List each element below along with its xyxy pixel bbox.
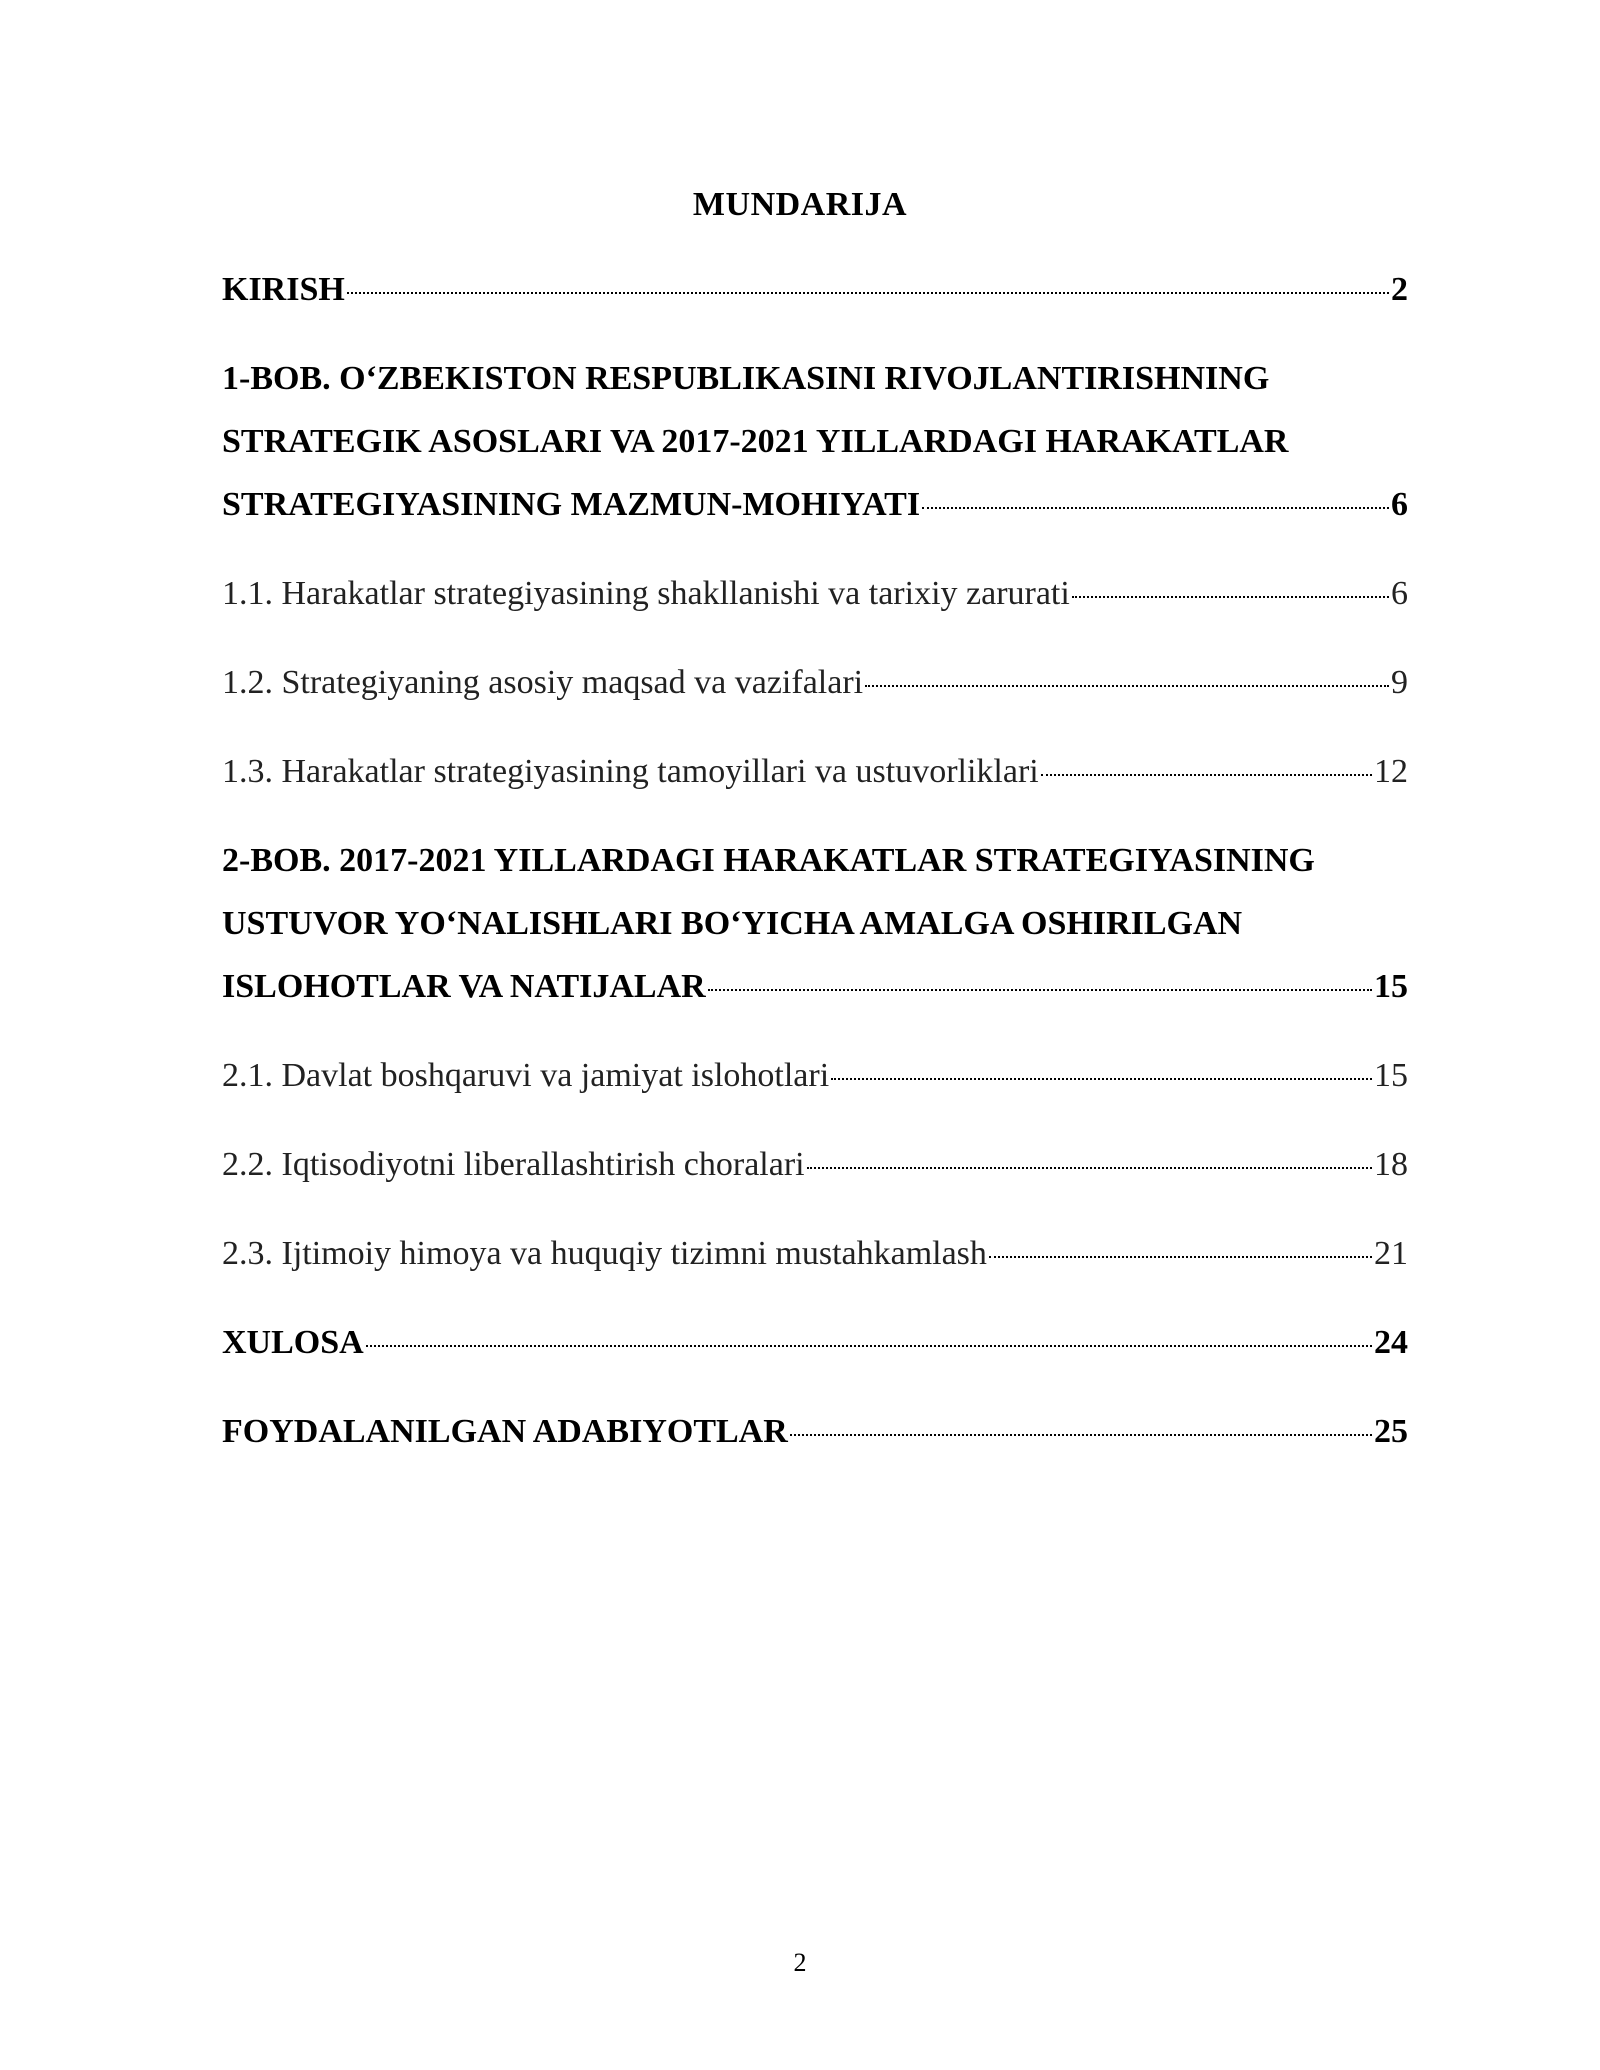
toc-page-number: 18 [1374, 1146, 1408, 1183]
toc-entry-label: 2.3. Ijtimoiy himoya va huquqiy tizimni mustahkamlash [222, 1235, 987, 1272]
toc-chapter-line: USTUVOR YO‘NALISHLARI BO‘YICHA AMALGA OSHIRILGAN [222, 905, 1243, 942]
toc-entry-label: 2.1. Davlat boshqaruvi va jamiyat islohotlari [222, 1057, 830, 1094]
toc-entry-section-2-2[interactable] [222, 1133, 1408, 1196]
toc-entry-label: 1.1. Harakatlar strategiyasining shakllanishi va tarixiy zarurati [222, 575, 1070, 612]
toc-entry-section-1-2[interactable] [222, 651, 1408, 714]
toc-page-number: 9 [1391, 664, 1408, 701]
toc-entry-section-2-1[interactable] [222, 1044, 1408, 1107]
toc-entry-chapter-2[interactable] [222, 829, 1408, 1018]
toc-chapter-line: STRATEGIYASINING MAZMUN-MOHIYATI [222, 486, 921, 523]
toc-chapter-line: 1-BOB. O‘ZBEKISTON RESPUBLIKASINI RIVOJLANTIRISHNING [222, 360, 1270, 397]
toc-chapter-line: ISLOHOTLAR VA NATIJALAR [222, 968, 706, 1005]
toc-page-number: 6 [1391, 575, 1408, 612]
dot-leader [989, 1256, 1372, 1258]
toc-page-number: 15 [1374, 968, 1408, 1005]
toc-page-number: 24 [1374, 1324, 1408, 1361]
toc-entry-xulosa[interactable] [222, 1311, 1408, 1374]
toc-page-number: 15 [1374, 1057, 1408, 1094]
toc-chapter-line: 2-BOB. 2017-2021 YILLARDAGI HARAKATLAR STRATEGIYASINING [222, 842, 1315, 879]
dot-leader [1041, 774, 1372, 776]
toc-page-number: 6 [1391, 486, 1408, 523]
toc-page-number: 2 [1391, 271, 1408, 308]
toc-page-number: 21 [1374, 1235, 1408, 1272]
dot-leader [807, 1167, 1372, 1169]
toc-entry-chapter-1[interactable] [222, 347, 1408, 536]
toc-entry-label: KIRISH [222, 271, 345, 308]
toc-entry-label: FOYDALANILGAN ADABIYOTLAR [222, 1413, 788, 1450]
dot-leader [347, 292, 1389, 294]
dot-leader [831, 1078, 1372, 1080]
toc-entry-label: XULOSA [222, 1324, 364, 1361]
toc-entry-section-1-3[interactable] [222, 740, 1408, 803]
page-title: MUNDARIJA [692, 186, 908, 223]
dot-leader [366, 1345, 1372, 1347]
dot-leader [922, 507, 1389, 509]
toc-chapter-line: STRATEGIK ASOSLARI VA 2017-2021 YILLARDAGI HARAKATLAR [222, 423, 1289, 460]
page-number-footer: 2 [793, 1948, 807, 1977]
toc-page-number: 12 [1374, 753, 1408, 790]
dot-leader [865, 685, 1389, 687]
dot-leader [790, 1434, 1372, 1436]
toc-entry-label: 1.3. Harakatlar strategiyasining tamoyillari va ustuvorliklari [222, 753, 1039, 790]
toc-entry-section-1-1[interactable] [222, 562, 1408, 625]
toc-entry-kirish[interactable] [222, 258, 1408, 321]
toc-entry-label: 2.2. Iqtisodiyotni liberallashtirish choralari [222, 1146, 805, 1183]
dot-leader [708, 989, 1372, 991]
toc-entry-label: 1.2. Strategiyaning asosiy maqsad va vazifalari [222, 664, 864, 701]
dot-leader [1072, 596, 1389, 598]
toc-entry-adabiyotlar[interactable] [222, 1400, 1408, 1463]
table-of-contents [222, 258, 1408, 1463]
toc-page-number: 25 [1374, 1413, 1408, 1450]
toc-entry-section-2-3[interactable] [222, 1222, 1408, 1285]
